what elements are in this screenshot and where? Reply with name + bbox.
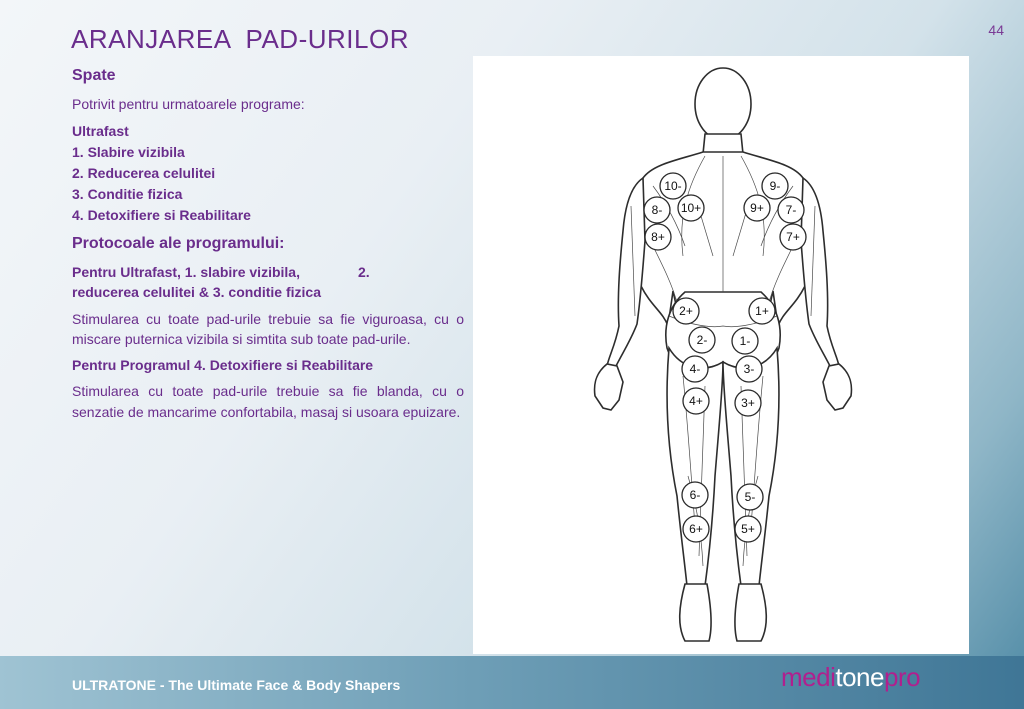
left-foot	[680, 584, 711, 641]
pad-marker	[737, 484, 763, 510]
pad-marker	[683, 388, 709, 414]
pad-marker	[689, 327, 715, 353]
neck	[703, 134, 743, 154]
pad-label: 7-	[785, 203, 797, 217]
list-item: 1. Slabire vizibila	[72, 144, 185, 160]
left-hand	[595, 364, 624, 410]
list-item: 4. Detoxifiere si Reabilitare	[72, 207, 251, 223]
pad-label: 9+	[750, 201, 764, 215]
protocol2-text: Stimularea cu toate pad-urile trebuie sa fie blanda, cu o senzatie de mancarime confortabila, masaj si usoara epuizare.	[72, 383, 464, 420]
right-foot	[735, 584, 766, 641]
intro-text: Potrivit pentru urmatoarele programe:	[72, 96, 305, 112]
list-title: Ultrafast	[72, 123, 129, 139]
protocol1-title-c: reducerea celulitei & 3. conditie fizica	[72, 284, 321, 301]
pad-marker	[744, 195, 770, 221]
protocol1-title-b: 2.	[357, 264, 370, 280]
pad-label: 9-	[769, 179, 781, 193]
protocol2-title: Pentru Programul 4. Detoxifiere si Reabilitare	[72, 357, 374, 374]
pad-label: 8+	[651, 230, 665, 244]
pad-label: 4+	[689, 394, 703, 408]
pad-label: 10-	[664, 179, 682, 193]
right-leg	[723, 348, 779, 586]
pad-marker	[645, 224, 671, 250]
pad-label: 5-	[744, 490, 756, 504]
pad-marker	[683, 516, 709, 542]
pad-label: 3-	[743, 362, 755, 376]
left-arm	[607, 178, 645, 368]
pad-marker	[682, 482, 708, 508]
pad-marker	[660, 173, 686, 199]
pad-label: 6+	[689, 522, 703, 536]
brand-logo: meditonepro	[781, 662, 921, 692]
pad-marker	[780, 224, 806, 250]
pad-marker	[678, 195, 704, 221]
page-number: 44	[988, 22, 1004, 38]
right-arm	[801, 178, 839, 368]
pad-label: 4-	[689, 362, 701, 376]
pad-label: 2+	[679, 304, 693, 318]
head	[695, 68, 751, 140]
pad-marker	[732, 328, 758, 354]
pad-label: 8-	[651, 203, 663, 217]
pad-marker	[735, 516, 761, 542]
body-back-diagram	[473, 56, 969, 654]
pad-label: 7+	[786, 230, 800, 244]
pad-label: 10+	[680, 201, 702, 215]
pad-marker	[673, 298, 699, 324]
list-item: 2. Reducerea celulitei	[72, 165, 216, 181]
section-heading: Spate	[72, 67, 116, 84]
protocol1-text: Stimularea cu toate pad-urile trebuie sa fie viguroasa, cu o miscare puternica vizibila si simtita sub toate pad-urile.	[72, 310, 464, 347]
pad-label: 1+	[755, 304, 769, 318]
pad-marker	[682, 356, 708, 382]
pad-label: 2-	[696, 333, 708, 347]
protocol1-title-a: Pentru Ultrafast, 1. slabire vizibila,	[72, 264, 300, 280]
text-content	[72, 64, 464, 428]
pad-label: 1-	[739, 334, 751, 348]
protocol1-title	[72, 262, 464, 303]
footer-tagline: ULTRATONE - The Ultimate Face & Body Shapers	[72, 677, 401, 693]
pad-marker	[644, 197, 670, 223]
pad-marker	[736, 356, 762, 382]
protocols-heading: Protocoale ale programului:	[72, 235, 285, 252]
pad-marker	[735, 390, 761, 416]
left-leg	[667, 348, 723, 586]
right-hand	[823, 364, 852, 410]
pad-label: 5+	[741, 522, 755, 536]
pad-marker	[778, 197, 804, 223]
program-list	[72, 121, 464, 226]
pad-marker	[749, 298, 775, 324]
pad-label: 6-	[689, 488, 701, 502]
slide-title: ARANJAREA PAD-URILOR	[71, 24, 409, 54]
pad-label: 3+	[741, 396, 755, 410]
pad-marker	[762, 173, 788, 199]
body-diagram-panel	[473, 56, 969, 654]
list-item: 3. Conditie fizica	[72, 186, 183, 202]
